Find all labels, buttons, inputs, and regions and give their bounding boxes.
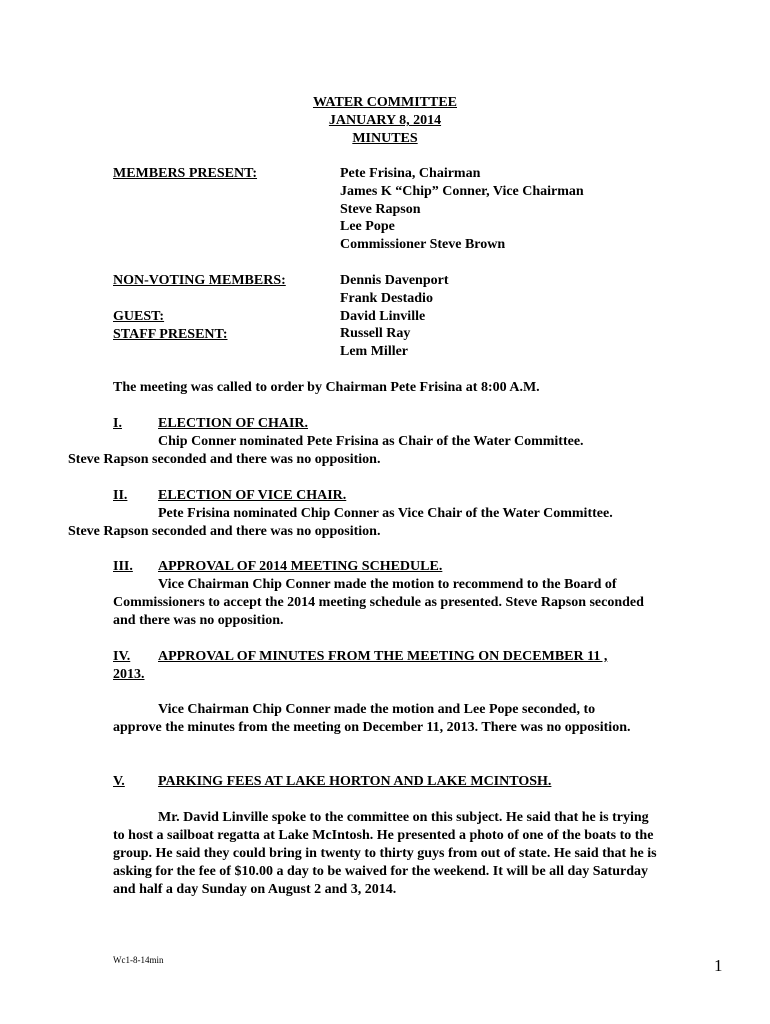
attendee-name: Lem Miller: [340, 344, 409, 360]
attendee-name: Russell Ray: [340, 326, 411, 342]
section-heading: [113, 773, 658, 793]
section-heading: [113, 487, 658, 507]
member-name: Steve Rapson: [340, 201, 421, 217]
section-body: Chip Conner nominated Pete Frisina as Chair of the Water Committee. Steve Rapson seconded and there was no opposition.: [68, 434, 584, 467]
section-number: I.: [113, 416, 122, 431]
member-name: James K “Chip” Conner, Vice Chairman: [340, 183, 584, 199]
section-body: Pete Frisina nominated Chip Conner as Vice Chair of the Water Committee. Steve Rapson seconded and there was no opposition.: [68, 506, 613, 539]
member-name: Pete Frisina, Chairman: [340, 166, 481, 181]
non-voting-members-label: NON-VOTING MEMBERS:: [113, 273, 286, 288]
page-number: 1: [714, 956, 723, 975]
section-number: V.: [113, 774, 125, 789]
committee-title: WATER COMMITTEE: [312, 95, 458, 110]
section-body: Mr. David Linville spoke to the committee on this subject. He said that he is trying to host a sailboat regatta at Lake McIntosh. He presented a photo of one of the boats to the group. He said they could bring in twenty to thirty guys from out of state. He said that he is asking for the fee of $10.00 a day to be waived for the weekend. It will be all day Saturday and half a day Sunday on August 2 and 3, 2014.: [113, 810, 657, 897]
section-heading: [113, 558, 658, 578]
others-list: [340, 272, 449, 361]
section-body: Vice Chairman Chip Conner made the motion to recommend to the Board of Commissioners to accept the 2014 meeting schedule as presented. Steve Rapson seconded and there was no opposition.: [113, 577, 644, 628]
section-number: III.: [113, 559, 133, 574]
member-name: Lee Pope: [340, 219, 395, 235]
section-body: Vice Chairman Chip Conner made the motion and Lee Pope seconded, to approve the minutes from the meeting on December 11, 2013. There was no opposition.: [113, 702, 631, 735]
call-to-order: The meeting was called to order by Chairman Pete Frisina at 8:00 A.M.: [113, 380, 540, 395]
section-title: PARKING FEES AT LAKE HORTON AND LAKE MCINTOSH.: [158, 774, 552, 789]
section-heading: [113, 415, 658, 435]
members-present-label: MEMBERS PRESENT:: [113, 166, 258, 181]
section-title-continued: 2013.: [113, 667, 145, 682]
section-number: II.: [113, 488, 128, 503]
attendee-name: Dennis Davenport: [340, 273, 449, 288]
section-heading: [113, 648, 658, 668]
section-title: APPROVAL OF MINUTES FROM THE MEETING ON DECEMBER 11 ,: [158, 649, 608, 664]
attendee-name: David Linville: [340, 308, 426, 324]
staff-present-label: STAFF PRESENT:: [113, 327, 228, 342]
member-name: Commissioner Steve Brown: [340, 237, 506, 253]
section-title: ELECTION OF VICE CHAIR.: [158, 488, 347, 503]
section-title: APPROVAL OF 2014 MEETING SCHEDULE.: [158, 559, 443, 574]
guest-label: GUEST:: [113, 309, 165, 324]
file-reference: Wc1-8-14min: [113, 955, 164, 965]
section-title: ELECTION OF CHAIR.: [158, 416, 309, 431]
section-number: IV.: [113, 649, 131, 664]
members-list: [340, 165, 584, 254]
minutes-title: MINUTES: [352, 131, 418, 146]
meeting-date: JANUARY 8, 2014: [328, 113, 442, 128]
attendee-name: Frank Destadio: [340, 290, 433, 306]
